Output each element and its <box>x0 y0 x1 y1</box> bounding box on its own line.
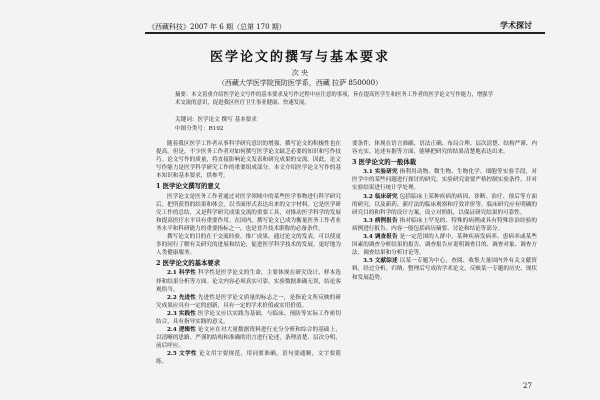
left-column <box>156 140 341 367</box>
paragraph: 医学论文是医务工作者通过对医学领域中的某些医学事物进行科学研究后，把所获得的结果和体会，以书面形式表达出来的文字材料。它是医学研究工作的总结，又是科学研究成果交流的重要工具，对推动医学科学的发展和提高医疗水平具有重要作用。在国内，撰写论文已成为衡量医务工作者业务水平和科研能力的重要指标之一，也是晋升技术职称的必备条件。 <box>156 193 341 232</box>
header-rule <box>145 32 545 34</box>
section-heading-3: 3 医学论文的一般体裁 <box>352 158 417 167</box>
paragraph <box>156 310 341 326</box>
section-heading-2: 2 医学论文的基本要求 <box>156 259 221 268</box>
page-number: 27 <box>523 382 532 390</box>
paragraph <box>352 233 537 257</box>
paragraph <box>352 168 537 192</box>
paragraph-text: 包括临床上某种疾病的病因、诊断、治疗、预后等方面的研究，以及新药、新疗法的临床观察和疗效评价等。临床研究应有明确的研究目的和科学的设计方案，设立对照组，以保证研究结果的可靠性。 <box>352 193 537 216</box>
paragraph-text: 指利用动物、微生物、生物化学、细胞等实验手段，对医学中的某些问题进行探讨的研究。实验研究需要严格控制实验条件，并对实验结果进行统计学处理。 <box>352 169 537 192</box>
author-affiliation: （西藏大学医学院预防医学系，西藏 拉萨 850000） <box>217 79 383 87</box>
subsection-label: 3.2 临床研究 <box>363 193 398 200</box>
abstract: 摘要：本文着重介绍医学论文写作的基本要求及写作过程中应注意的事项，旨在提高医学生和医务工作者的医学论文写作能力，增强学术交流的意识，促进我区医疗卫生事业健康、快速发展。 <box>175 92 494 106</box>
section-label: 学术探讨 <box>500 20 532 30</box>
paragraph <box>156 326 341 350</box>
right-column <box>352 140 537 282</box>
intro-paragraph: 随着我区医学工作者从事科学研究意识的增强，撰写论文的积极性也在提高。但是，不少医务工作者对如何撰写医学论文缺乏必要的知识和写作技巧。论文写作的质量，将直接影响论文发表和研究成果的交流。因此，论文写作能力是医学科学研究工作的重要组成部分。本文介绍医学论文写作的基本知识和基本要求，供参考。 <box>156 141 341 180</box>
paragraph: 要条件，体现在语言准确、语法正确、布局合理、层次清楚、结构严谨、内容充实、论述有据等方面，能够把研究的结果清楚地表达出来。 <box>352 141 537 156</box>
paragraph-text: 论文应在对大量数据资料进行充分分析和综合的基础上，以清晰的思路、严谨的结构和准确的语言进行论述，条理清楚、层次分明、前后呼应。 <box>156 327 341 350</box>
journal-header: 《西藏科技》2007 年 6 期（总第 170 期） <box>148 23 286 31</box>
classification-number: 中图分类号：R192 <box>175 126 224 132</box>
paragraph-text: 论文用字要规范，用词要准确，语句要通顺，文字要简练。 <box>156 351 341 366</box>
subsection-label: 3.4 调查报告 <box>363 234 398 241</box>
paragraph-text: 是一定范围的人群中，某种疾病发病率、患病率或某些因素的调查分析结果的报告。调查报告应说明调查目的、调查对象、调查方法、调查结果和分析讨论等。 <box>352 234 537 257</box>
paragraph <box>156 294 341 310</box>
subsection-label: 3.5 文献综述 <box>363 258 398 265</box>
paragraph-text: 医学论文应以实践为基础，与临床、预防等实际工作密切结合，具有指导实践的意义。 <box>156 310 341 325</box>
keywords: 关键词：医学论文 撰写 基本要求 <box>175 117 257 123</box>
paragraph-text: 指对临床上罕见的、特殊的病例或具有特殊诊治经验的病例进行报告。内容一般包括病历摘要、讨论和结论等部分。 <box>352 217 537 232</box>
subsection-label: 2.5 文学性 <box>167 351 197 358</box>
author-name: 次 央 <box>291 69 309 77</box>
paragraph-text: 科学性是医学论文的生命，主要体现在研究设计、样本选择和结果分析等方面。论文内容必须真实可靠，实验数据准确无误，结论客观恰当。 <box>156 270 341 293</box>
subsection-label: 3.3 病例报告 <box>363 217 398 224</box>
paragraph <box>352 217 537 233</box>
subsection-label: 2.4 逻辑性 <box>167 327 196 334</box>
paragraph-text: 以某一专题为中心，查阅、收集大量国内外有关文献资料，经过分析、归纳、整理后写成的学术论文，反映某一专题的历史、现状和发展趋势。 <box>352 258 537 281</box>
section-heading-1: 1 医学论文撰写的意义 <box>156 182 221 191</box>
paragraph <box>352 257 537 281</box>
subsection-label: 3.1 实验研究 <box>363 169 398 176</box>
subsection-label: 2.3 实践性 <box>167 310 196 317</box>
subsection-label: 2.1 科学性 <box>167 270 196 277</box>
paragraph-text: 先进性是医学论文质量的标志之一，是指论文所反映的研究成果应具有一定的创新，具有一定的学术价值或实用价值。 <box>156 294 341 309</box>
paragraph <box>156 350 341 366</box>
paragraph <box>352 193 537 217</box>
article-title: 医学论文的撰写与基本要求 <box>209 50 390 65</box>
paragraph: 撰写论文的目的在于交流经验、推广成果。通过论文的发表，可以使更多的同行了解有关研究的进展和结论，促进医学科学技术的发展，更好地为人类健康服务。 <box>156 234 341 257</box>
subsection-label: 2.2 先进性 <box>167 294 196 301</box>
paragraph <box>156 269 341 293</box>
